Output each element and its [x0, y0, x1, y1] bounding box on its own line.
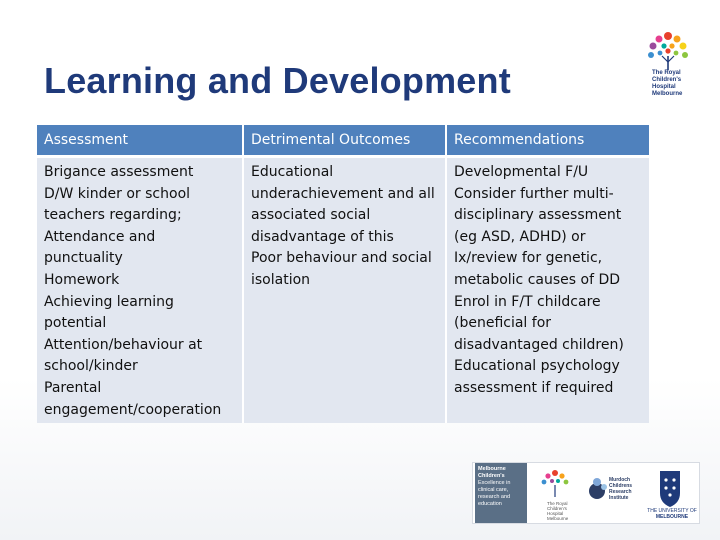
- rch-small-logo-text: The Royal Children's Hospital Melbourne: [547, 501, 569, 521]
- header-recommendations: Recommendations: [446, 125, 649, 157]
- table-header-row: [37, 125, 649, 157]
- slide-title: Learning and Development: [44, 60, 511, 101]
- partner-logos: [472, 462, 700, 524]
- melbourne-childrens-logo: Melbourne Children's Excellence in clinical care, research and education: [475, 463, 527, 523]
- murdoch-logo-text: Murdoch Childrens Research Institute: [609, 477, 633, 501]
- assessment-table: [37, 125, 649, 423]
- cell-detrimental-outcomes: Educational underachievement and all associated social disadvantage of this Poor behaviour and social isolation: [243, 157, 446, 424]
- university-of-melbourne-text: THE UNIVERSITY OF MELBOURNE: [647, 508, 697, 520]
- cell-assessment: Brigance assessment D/W kinder or school teachers regarding; Attendance and punctuality Homework Achieving learning potential Attention/behaviour at school/kinder Parental engagement/cooperation: [37, 157, 243, 424]
- table-row: [37, 157, 649, 424]
- header-detrimental-outcomes: Detrimental Outcomes: [243, 125, 446, 157]
- rch-logo-text: The Royal Children's Hospital Melbourne: [652, 70, 683, 97]
- cell-recommendations: Developmental F/U Consider further multi- disciplinary assessment (eg ASD, ADHD) or Ix/review for genetic, metabolic causes of DD Enrol in F/T childcare (beneficial for disadvantaged children) Educational psychology assessment if required: [446, 157, 649, 424]
- header-assessment: Assessment: [37, 125, 243, 157]
